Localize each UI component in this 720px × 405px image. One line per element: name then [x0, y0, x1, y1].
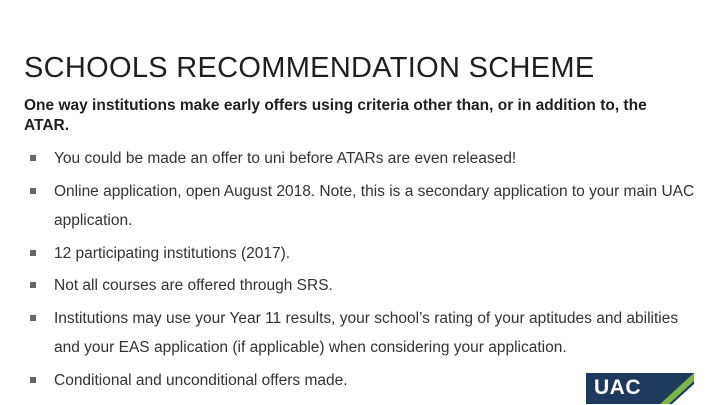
bullet-item: [0, 239, 720, 269]
bullet-item: [0, 177, 720, 236]
bullet-text: Online application, open August 2018. Note, this is a secondary application to your main UAC application.: [54, 182, 695, 229]
bullet-text: Conditional and unconditional offers made.: [54, 371, 348, 389]
slide-title: SCHOOLS RECOMMENDATION SCHEME: [24, 52, 595, 84]
square-bullet-icon: [30, 377, 36, 383]
bullet-item: [0, 304, 720, 363]
square-bullet-icon: [30, 155, 36, 161]
bullet-text: Institutions may use your Year 11 results, your school’s rating of your aptitudes and abilities and your EAS application (if applicable) when considering your application.: [54, 309, 679, 356]
square-bullet-icon: [30, 250, 36, 256]
square-bullet-icon: [30, 315, 36, 321]
bullet-text: Not all courses are offered through SRS.: [54, 277, 333, 294]
bullet-text: 12 participating institutions (2017).: [54, 244, 291, 262]
slide-subtitle: One way institutions make early offers using criteria other than, or in addition to, the ATAR.: [24, 97, 647, 134]
bullet-text: You could be made an offer to uni before ATARs are even released!: [54, 150, 517, 167]
square-bullet-icon: [30, 188, 36, 194]
bullet-list: [0, 144, 720, 398]
bullet-item: [0, 271, 720, 301]
uac-logo: [586, 373, 694, 404]
bullet-item: [0, 144, 720, 174]
uac-logo-text: UAC: [594, 376, 641, 399]
square-bullet-icon: [30, 282, 36, 288]
